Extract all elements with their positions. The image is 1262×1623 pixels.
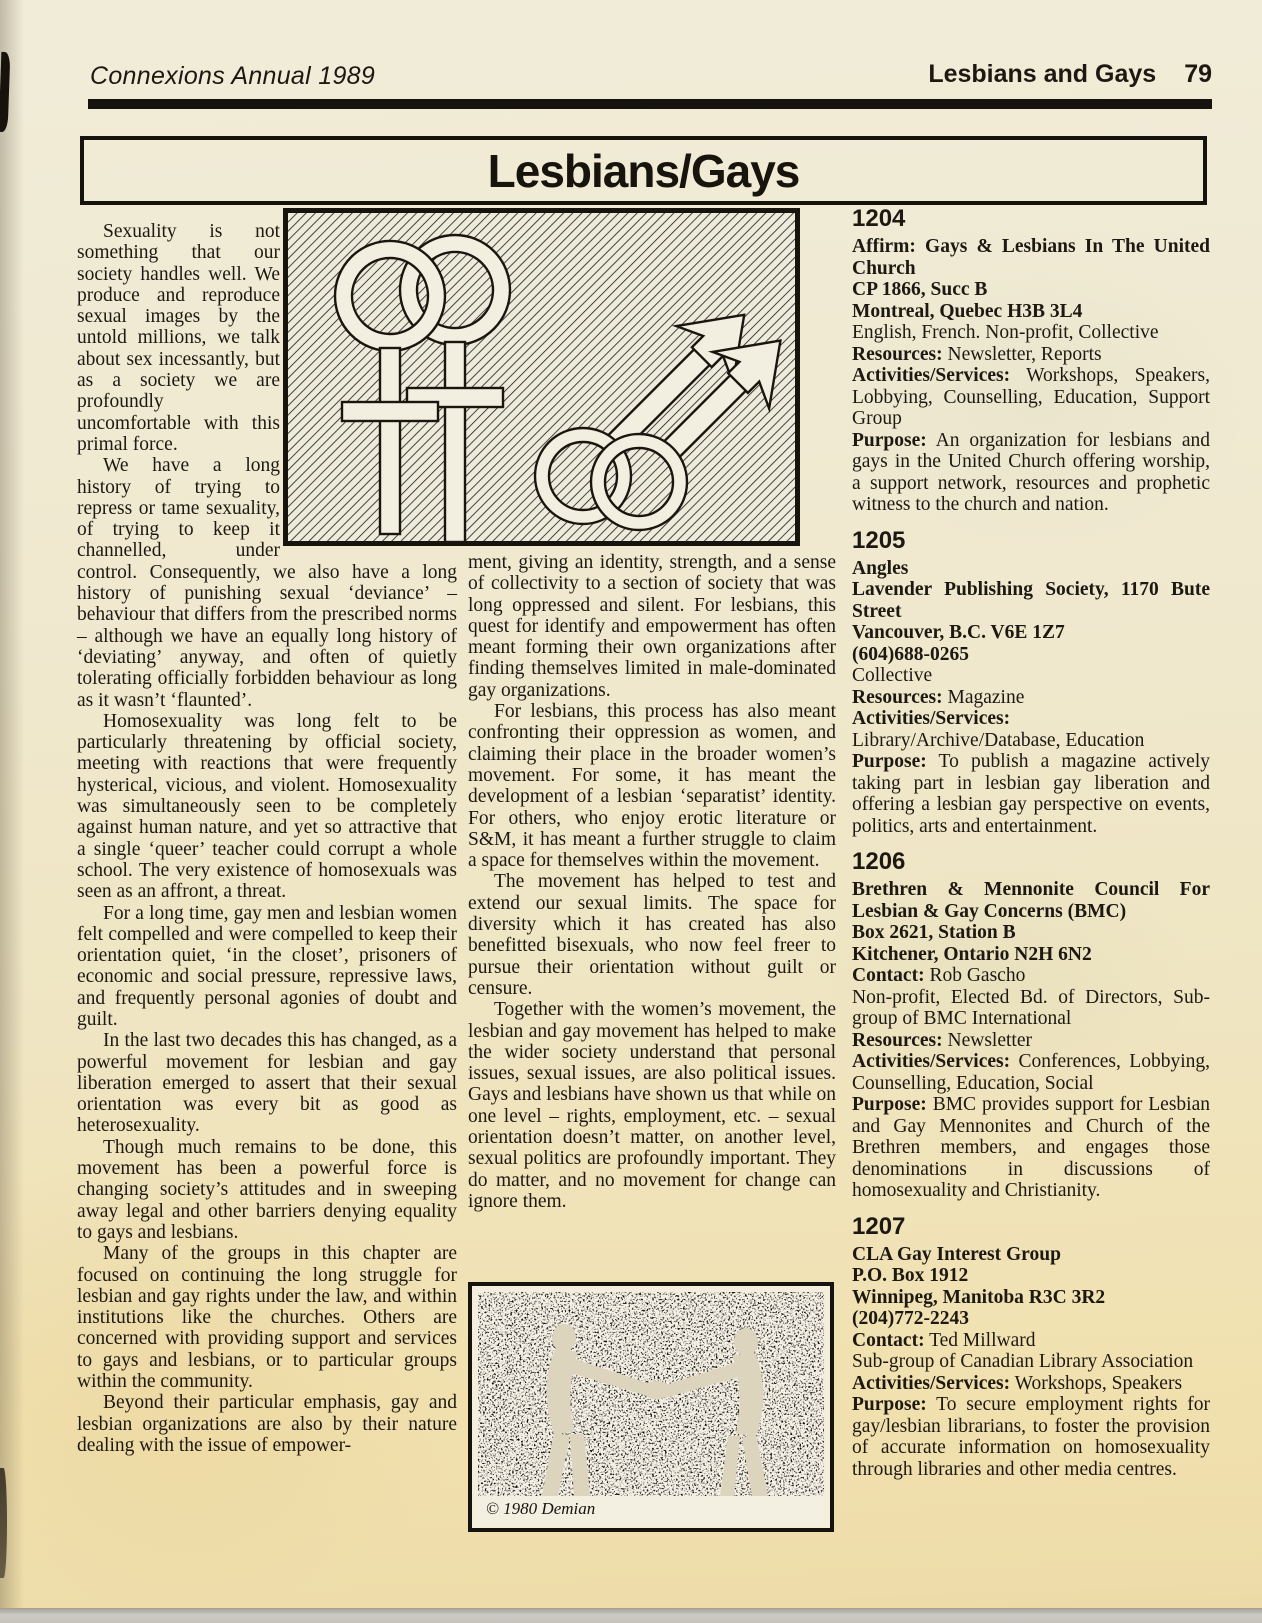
entry-line: Resources: Newsletter [852,1029,1032,1051]
entry-bold-line: (204)772-2243 [852,1308,969,1329]
photo-caption: © 1980 Demian [478,1496,824,1522]
entry-bold-line: (604)688-0265 [852,643,969,665]
section-name: Lesbians and Gays [928,60,1157,88]
entry-field-label: Purpose: [852,429,927,451]
entry-line: Non-profit, Elected Bd. of Directors, Sub-group of BMC International [852,986,1210,1029]
entry-number: 1205 [852,526,906,554]
entry-field-label: Activities/Services: [852,708,1011,729]
entry-field-label: Contact: [852,1329,925,1351]
entry-field-label: Purpose: [852,751,927,772]
photo [468,1282,834,1532]
entry-field-label: Activities/Services: [852,1372,1011,1394]
scan-artifact [0,1468,7,1578]
entry-line: Contact: Ted Millward [852,1329,1036,1351]
entry-number: 1206 [852,848,906,875]
entry-line: Purpose: To publish a magazine actively taking part in lesbian gay liberation and offering a lesbian gay perspective on events, politics, arts and entertainment. [852,751,1210,837]
entry-line: Purpose: An organization for lesbians and gays in the United Church offering worship, a support network, resources and prophetic witness to the church and nation. [852,429,1210,515]
entry-bold-line: Winnipeg, Manitoba R3C 3R2 [852,1286,1106,1308]
entry-field-label: Resources: [852,686,943,708]
paragraph: Many of the groups in this chapter are focused on continuing the long struggle for lesbian and gay rights under the law, and within institutions like the churches. Others are concerned with providing support and services to gays and lesbians, or to particular groups within the community. [77,1243,457,1393]
paragraph: Beyond their particular emphasis, gay and lesbian organizations are also by their nature dealing with the issue of empower- [77,1392,457,1456]
paragraph: We have a long history of trying to repress or tame sexuality, of trying to keep it channelled, under control. Consequently, we also have a long history of punishing sexual ‘deviance’ – behaviour that differs from the prescribed norms – although we have an equally long history of ‘deviating’ anyway, and often of quietly tolerating officially forbidden behaviour as long as it wasn’t ‘flaunted’. [77,455,457,711]
entry-field-label: Resources: [852,343,943,365]
header-rule [88,99,1212,109]
entry-line: Activities/Services: Workshops, Speakers [852,1372,1183,1394]
entry-line: Contact: Rob Gascho [852,965,1026,986]
entry-line: Sub-group of Canadian Library Association [852,1351,1194,1372]
journal-title: Connexions Annual 1989 [90,62,376,90]
entry-bold-line: Affirm: Gays & Lesbians In The United Church [852,236,1210,279]
entry-bold-line: CP 1866, Succ B [852,279,988,300]
entry-bold-line: Vancouver, B.C. V6E 1Z7 [852,622,1065,643]
directory-column [852,206,1210,1480]
entry-line: Activities/Services: Workshops, Speakers, Lobbying, Counselling, Education, Support Group [852,365,1210,429]
entry-bold-line: Box 2621, Station B [852,922,1016,943]
page-title: Lesbians/Gays [487,144,800,197]
entry-line: Activities/Services: Conferences, Lobbying, Counselling, Education, Social [852,1051,1210,1094]
paragraph: For lesbians, this process has also meant confronting their oppression as women, and claiming their place in the broader women’s movement. For some, it has meant the development of a lesbian ‘separatist’ identity. For others, who enjoy erotic literature or S&M, it has meant a further struggle to claim a space for themselves within the movement. [468,701,836,872]
entry-bold-line: Lavender Publishing Society, 1170 Bute Street [852,579,1210,622]
entry-bold-line: Montreal, Quebec H3B 3L4 [852,300,1083,322]
running-head [928,60,1212,89]
paragraph: Though much remains to be done, this movement has been a powerful force is changing society’s attitudes and in sweeping away legal and other barriers denying equality to gays and lesbians. [77,1136,457,1243]
article-column-left [77,221,457,1456]
paragraph: For a long time, gay men and lesbian women felt compelled and were compelled to keep their orientation quiet, ‘in the closet’, prisoners of economic and social pressure, repressive laws, and frequently personal agonies of doubt and guilt. [77,902,457,1030]
entry-line: Activities/Services: Library/Archive/Database, Education [852,708,1145,751]
entry-field-label: Purpose: [852,1394,927,1415]
entry-bold-line: P.O. Box 1912 [852,1265,969,1286]
entry-line: English, French. Non-profit, Collective [852,322,1159,343]
entry-field-label: Activities/Services: [852,1051,1011,1072]
entry-bold-line: Brethren & Mennonite Council For Lesbian & Gay Concerns (BMC) [852,879,1210,922]
illustration-wrap-spacer [280,221,457,551]
paragraph: Sexuality is not something that our society handles well. We produce and reproduce sexual images by the untold millions, we talk about sex incessantly, but as a society we are profoundly uncomfortable with this primal force. [77,221,280,455]
entry-bold-line: Kitchener, Ontario N2H 6N2 [852,943,1092,965]
entry-number: 1207 [852,1212,906,1240]
entry-line: Resources: Magazine [852,686,1025,708]
entry-field-label: Resources: [852,1029,943,1051]
paragraph: Homosexuality was long felt to be particularly threatening by official society, meeting with reactions that were frequently hysterical, vicious, and violent. Homosexuality was simultaneously seen to be completely against human nature, and yet so attractive that a single ‘queer’ teacher could corrupt a whole school. The very existence of homosexuals was seen as an affront, a threat. [77,710,457,903]
paragraph: In the last two decades this has changed, as a powerful movement for lesbian and gay liberation emerged to assert that their sexual orientation was every bit as good as heterosexuality. [77,1030,457,1137]
entry-number: 1204 [852,205,906,232]
entry-bold-line: Angles [852,557,909,579]
entry-field-label: Purpose: [852,1094,927,1115]
chapter-title-box [80,136,1207,205]
entry-line: Resources: Newsletter, Reports [852,343,1102,365]
scanner-band [0,1608,1262,1623]
scan-edge-shadow [0,0,24,1623]
entry-line: Collective [852,665,933,686]
entry-line: Purpose: To secure employment rights for gay/lesbian librarians, to foster the provision of accurate information on homosexuality through libraries and other media centres. [852,1394,1210,1480]
paragraph: The movement has helped to test and extend our sexual limits. The space for diversity which it has created has also benefitted bisexuals, who now feel freer to pursue their orientation without guilt or censure. [468,871,836,999]
article-column-middle [468,552,836,1212]
entry-line: Purpose: BMC provides support for Lesbian and Gay Mennonites and Church of the Brethren members, and engages those denominations in discussions of homosexuality and Christianity. [852,1094,1210,1201]
entry-field-label: Activities/Services: [852,365,1011,386]
entry-field-label: Contact: [852,965,925,986]
entry-bold-line: CLA Gay Interest Group [852,1243,1061,1265]
paragraph: Together with the women’s movement, the lesbian and gay movement has helped to make the wider society understand that personal issues, sexual issues, are also political issues. Gays and lesbians have shown us that while on one level – rights, employment, etc. – sexual orientation doesn’t matter, on another level, sexual politics are profoundly important. They do matter, and no movement for change can ignore them. [468,999,836,1212]
paragraph: ment, giving an identity, strength, and a sense of collectivity to a section of society that was long oppressed and silent. For lesbians, this quest for identify and empowerment has often meant forming their own organizations after finding themselves limited in male-dominated gay organizations. [468,552,836,701]
page-number: 79 [1184,60,1212,88]
